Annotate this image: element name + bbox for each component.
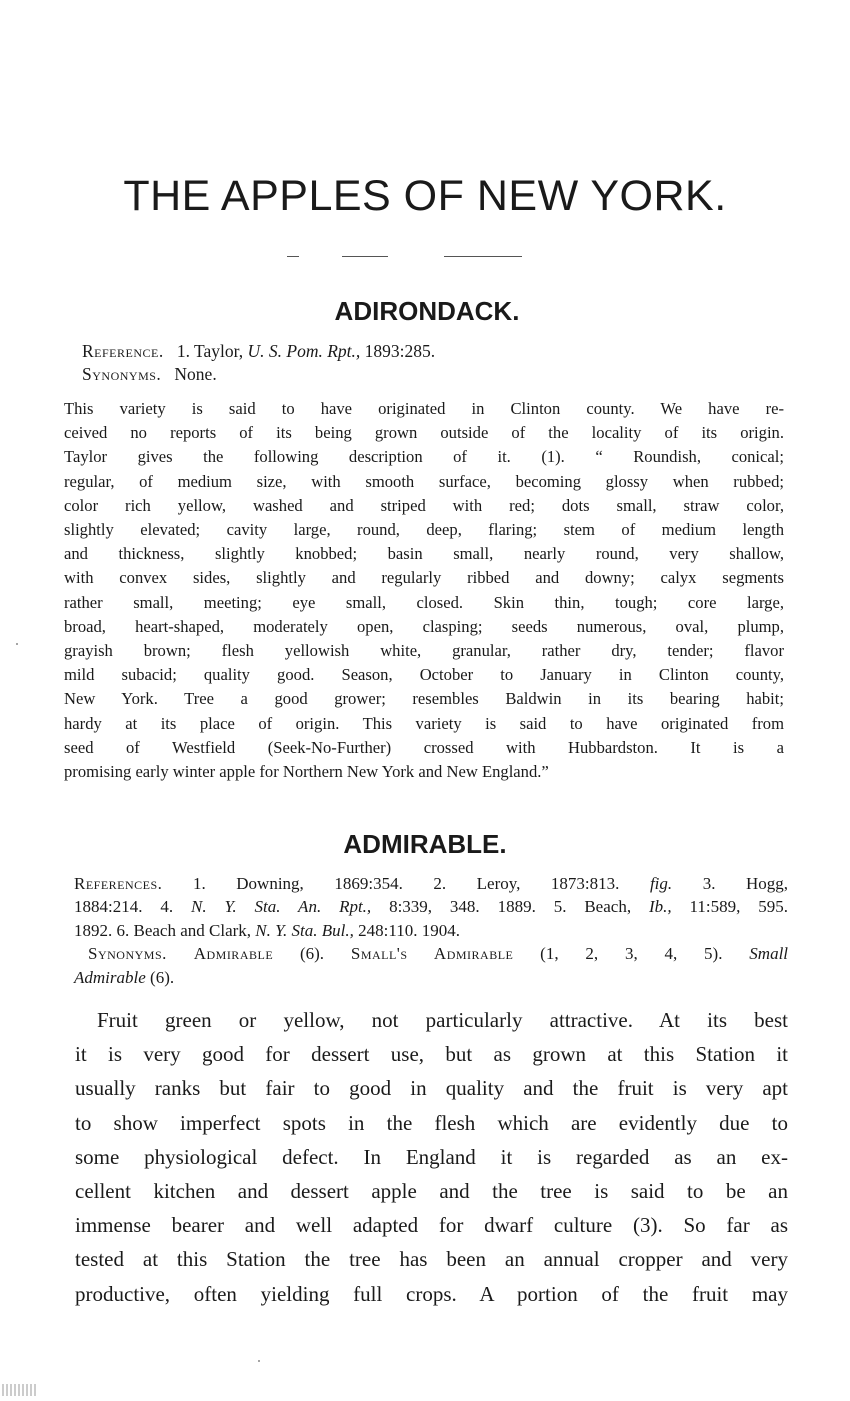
text-line: tested at this Station the tree has been an annual cropper and very [75,1247,788,1272]
text-line: This variety is said to have originated in Clinton county. We have re- [64,399,784,418]
text-line: color rich yellow, washed and striped with red; dots small, straw color, [64,495,784,515]
text-line: promising early winter apple for Northern New York and New England.” [64,762,549,782]
reference-publication: N. Y. Sta. An. Rpt., [191,897,372,917]
text-line: New York. Tree a good grower; resembles Baldwin in its bearing habit; [64,689,784,709]
text-line: usually ranks but fair to good in quality and the fruit is very apt [75,1076,788,1101]
reference-text: 248:110. 1904. [358,920,460,940]
text-line: and thickness, slightly knobbed; basin small, nearly round, very shallow, [64,544,784,564]
text-line: slightly elevated; cavity large, round, deep, flaring; stem of medium length [64,520,784,540]
text-line: broad, heart-shaped, moderately open, clasping; seeds numerous, oval, plump, [64,616,784,636]
title-rule [342,256,388,257]
text-line: ceived no reports of its being grown outside of the locality of its origin. [64,423,784,443]
text-line: to show imperfect spots in the flesh which are evidently due to [75,1110,788,1135]
text-line: grayish brown; flesh yellowish white, granular, rather dry, tender; flavor [64,641,784,661]
text-line: rather small, meeting; eye small, closed. Skin thin, tough; core large, [64,592,784,612]
reference-text: 11:589, 595. [689,897,789,917]
reference-text: 1892. 6. Beach and Clark, [74,920,252,940]
text-line: with convex sides, slightly and regularly ribbed and downy; calyx segments [64,568,784,588]
reference-text: 1. Downing, 1869:354. 2. Leroy, 1873:813. [192,874,620,893]
text-line: Fruit green or yellow, not particularly attractive. At its best [97,1008,788,1032]
text-line: seed of Westfield (Seek-No-Further) crossed with Hubbardston. It is a [64,737,784,757]
variety-heading-adirondack: ADIRONDACK. [334,296,520,326]
synonyms-text: None. [174,364,217,384]
reference-line [74,872,788,895]
text-line: some physiological defect. In England it is regarded as an ex- [75,1144,788,1169]
reference-ibid: Ib., [648,897,672,917]
text-line: cellent kitchen and dessert apple and the tree is said to be an [75,1179,788,1204]
text-line: regular, of medium size, with smooth surface, becoming glossy when rubbed; [64,471,784,491]
reference-line [82,340,782,363]
reference-text: 1884:214. 4. [74,897,174,917]
synonym-ref: (1, 2, 3, 4, 5). [540,944,723,964]
adirondack-description [64,397,784,784]
references-label: References. [74,874,163,893]
scan-artifact [2,1384,36,1396]
synonym-ref: (6). [150,967,175,987]
synonym-ref: (6). [299,944,325,964]
title-rule [287,256,299,257]
reference-line [74,919,788,942]
reference-citation: 1893:285. [364,341,436,361]
reference-publication: N. Y. Sta. Bul., [255,920,354,940]
synonyms-label: Synonyms. [82,364,162,384]
reference-label: Reference. [82,341,164,361]
text-line: immense bearer and well adapted for dwarf culture (3). So far as [75,1213,788,1238]
synonym-name: Admirable [193,944,274,964]
synonyms-line [74,942,788,965]
reference-author: Taylor, [194,341,244,361]
text-line: hardy at its place of origin. This variety is said to have originated from [64,713,784,733]
title-rule [444,256,522,257]
reference-line [74,895,788,918]
reference-text: 8:339, 348. 1889. 5. Beach, [389,897,632,917]
synonyms-line [82,363,782,386]
scan-speck [16,643,18,645]
synonyms-line [74,966,788,989]
text-line: Taylor gives the following description of it. (1). “ Roundish, conical; [64,447,784,467]
text-line: productive, often yielding full crops. A portion of the fruit may [75,1281,788,1306]
scan-speck [258,1360,260,1362]
reference-figure: fig. [649,874,673,893]
synonym-italic: Admirable [74,967,146,987]
text-line: mild subacid; quality good. Season, October to January in Clinton county, [64,665,784,685]
reference-number: 1. [176,341,190,361]
synonym-name: Small's Admirable [350,944,514,964]
text-line: it is very good for dessert use, but as grown at this Station it [75,1042,788,1067]
synonym-italic: Small [749,944,789,964]
variety-heading-admirable: ADMIRABLE. [343,829,507,859]
page-title: THE APPLES OF NEW YORK. [123,172,727,220]
reference-text: 3. Hogg, [702,874,789,893]
reference-publication: U. S. Pom. Rpt., [247,341,361,361]
admirable-references [74,872,788,989]
adirondack-references [82,340,782,386]
admirable-description [75,1003,788,1311]
synonyms-label: Synonyms. [88,944,167,964]
